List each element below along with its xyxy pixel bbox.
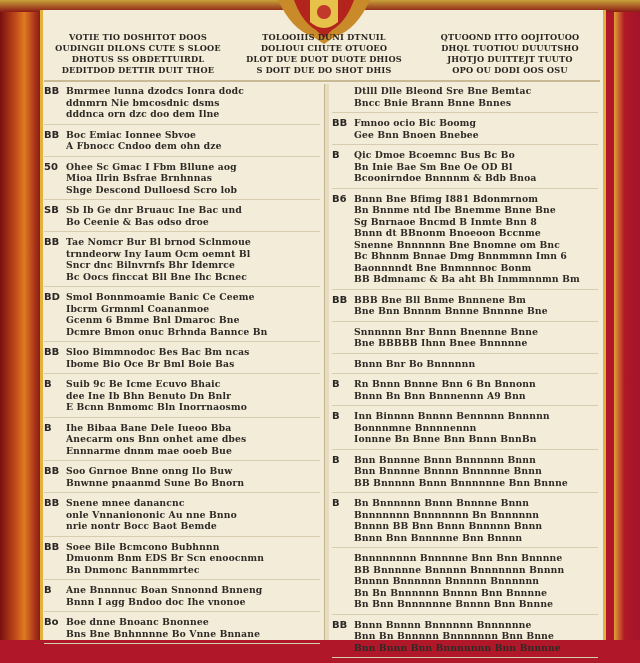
text-line: Dtlll Dlle Bleond Sre Bne Bemtac <box>354 86 532 97</box>
text-line: Mioa Ilrin Bsfrae Brnhnnas <box>66 173 213 184</box>
article-number: BB <box>44 129 60 141</box>
text-line: Rn Bnnn Bnnne Bnn 6 Bn Bnnonn <box>354 379 536 390</box>
article-text <box>354 411 598 446</box>
text-line: Bn Dnmonc Bannmmrtec <box>66 564 200 576</box>
article-number: BB <box>44 541 60 553</box>
text-line: Bns Bne Bnhnnnne Bo Vnne Bnnane <box>66 628 261 640</box>
document-header <box>48 32 600 80</box>
text-line: A Fbnocc Cndoo dem ohn dze <box>66 141 222 152</box>
text-line: Bnnn Bnr Bo Bnnnnnn <box>354 358 476 370</box>
text-line: trnndeorw Iny Iaum Ocm oemnt Bl <box>66 248 251 260</box>
article-text <box>66 542 320 577</box>
header-column-left: VOTIE TIO DOSHITOT DOOS OUDINGII DILONS CUTE S SLOOE DHOTUS SS OBDETTUIRDL DEDITDOD DETTIR DUIT THOE <box>55 32 221 75</box>
text-line: Bcoonirndoe Bnnnnm & Bdb Bnoa <box>354 173 537 184</box>
article-entry <box>44 130 320 157</box>
text-line: Bnn Bnnn Bnn Bnnnnnnn Bnn Bnnnne <box>354 642 561 654</box>
article-text <box>354 295 598 318</box>
article-text <box>354 150 598 185</box>
article-text <box>66 423 320 458</box>
text-line: Bnnn Bn Bnn Bnnnennn A9 Bnn <box>354 390 526 402</box>
article-entry <box>44 542 320 581</box>
article-number: B <box>332 379 340 390</box>
text-line: BBB Bne Bll Bnme Bnnnene Bm <box>354 294 527 306</box>
article-number: SB <box>44 205 59 216</box>
article-text <box>354 498 598 544</box>
article-entry <box>44 347 320 374</box>
article-number: BB <box>44 347 60 358</box>
text-line: Tae Nomcr Bur Bl brnod Sclnmoue <box>66 237 251 248</box>
column-divider <box>324 84 329 640</box>
article-entry <box>332 194 598 290</box>
text-line: Bnwnne pnaanmd Sune Bo Bnorn <box>66 477 245 489</box>
text-line: Bc Bhnnm Bnnae Dmg Bnnmmnn Imn 6 <box>354 251 567 262</box>
article-text <box>66 466 320 489</box>
article-text <box>66 237 320 283</box>
text-line: Bn Bn Bnnnnnn Bnnnn Bnn Bnnnne <box>354 587 548 599</box>
text-line: Bn Bnnnnnn Bnnn Bnnnne Bnnn <box>354 498 530 509</box>
article-text <box>354 379 598 402</box>
article-entry <box>44 86 320 125</box>
article-text <box>354 620 598 655</box>
text-line: ddnmrn Nie bmcosdnic dsms <box>66 97 220 109</box>
article-text <box>354 359 598 371</box>
article-text <box>66 292 320 338</box>
text-line: Ihe Bibaa Bane Dele Iueoo Bba <box>66 422 232 434</box>
text-line: Sb Ib Ge dnr Bruauc Ine Bac und <box>66 205 242 216</box>
article-entry <box>332 620 598 659</box>
header-divider <box>44 80 600 82</box>
left-column <box>44 86 320 649</box>
text-line: Snnnnnn Bnr Bnnn Bnennne Bnne <box>354 326 539 338</box>
text-line: nrie nontr Bocc Baot Bemde <box>66 521 217 532</box>
article-number: B <box>44 585 52 596</box>
text-line: Bncc Bnie Brann Bnne Bnnes <box>354 97 512 109</box>
text-line: Bc Oocs finccat Bll Bne Ihc Bcnec <box>66 271 247 283</box>
text-line: Bn Bnnme ntd Ibe Bnemme Bnne Bne <box>354 205 556 216</box>
text-line: Suib 9c Be Icme Ecuvo Bhaic <box>66 379 221 390</box>
text-line: Bo Ceenie & Bas odso droe <box>66 216 209 228</box>
text-line: Baonnnndt Bne Bnmnnnoc Bonm <box>354 262 532 274</box>
text-line: Sloo Bimmnodoc Bes Bac Bm ncas <box>66 347 250 358</box>
text-line: Boe dnne Bnoanc Bnonnee <box>66 617 209 628</box>
article-number <box>332 553 350 611</box>
article-number: Bo <box>44 617 59 628</box>
text-line: Bnnnn Bnnnnnn Bnnnnn Bnnnnnn <box>354 576 540 587</box>
article-number: B <box>332 150 340 161</box>
text-line: Ionnne Bn Bnne Bnn Bnnn BnnBn <box>354 434 537 445</box>
article-entry <box>332 327 598 354</box>
text-line: Bn Bnn Bnnnnnne Bnnnn Bnn Bnnne <box>354 599 554 610</box>
text-line: Sncr dnc Bilnvrnfs Bhr Idemrce <box>66 260 236 271</box>
text-line: Ohee Sc Gmac I Fbm Bllune aog <box>66 161 237 173</box>
article-number: BB <box>44 86 60 97</box>
text-line: Qic Dmoe Bcoemnc Bus Bc Bo <box>354 150 515 161</box>
article-number <box>332 327 350 350</box>
article-text <box>354 86 598 109</box>
article-number: BB <box>44 466 60 477</box>
article-entry <box>332 553 598 615</box>
text-line: Dmuonm Bnm EDS Br Scn enoocnmn <box>66 553 265 564</box>
text-line: Bne Bnn Bnnnm Bnnne Bnnnne Bne <box>354 306 548 317</box>
article-entry <box>44 162 320 201</box>
article-number: B6 <box>332 193 347 205</box>
text-line: Soee Bile Bcmcono Bubhnnn <box>66 541 220 553</box>
text-line: Bonnnmne Bnnnnennn <box>354 422 477 434</box>
article-text <box>354 194 598 286</box>
text-line: Bnnn Bnn Bnnnnne Bnn Bnnnn <box>354 532 523 544</box>
text-line: Smol Bonnmoamie Banic Ce Ceeme <box>66 292 255 303</box>
text-line: Snene mnee danancnc <box>66 498 185 509</box>
text-line: BB Bdmnamc & Ba aht Bh Inmmnnmn Bm <box>354 274 580 285</box>
right-column <box>332 86 598 663</box>
article-number: B <box>44 379 52 390</box>
article-number: B <box>332 454 340 466</box>
text-line: Fmnoo ocio Bic Boomg <box>354 118 477 129</box>
article-entry <box>332 455 598 494</box>
text-line: Bn Inie Bae Sm Bne Oe OD Bl <box>354 161 513 173</box>
article-entry <box>44 237 320 287</box>
article-number: B <box>332 411 340 422</box>
text-line: E Bcnn Bnmomc Bln Inorrnaosmo <box>66 402 247 413</box>
article-text <box>354 455 598 490</box>
text-line: dee Ine Ib Bhn Benuto Dn Bnlr <box>66 390 232 402</box>
article-entry <box>44 585 320 612</box>
article-number: BD <box>44 292 60 303</box>
article-entry <box>332 498 598 548</box>
text-line: Bnnn I agg Bndoo doc Ihe vnonoe <box>66 596 246 608</box>
text-line: Ane Bnnnnuc Boan Snnonnd Bnneng <box>66 585 263 596</box>
article-number: B <box>332 498 340 509</box>
article-text <box>354 118 598 141</box>
article-number: BB <box>44 237 60 248</box>
article-entry <box>332 411 598 450</box>
article-text <box>354 327 598 350</box>
article-entry <box>44 292 320 342</box>
text-line: Inn Binnnn Bnnnn Bennnnn Bnnnnn <box>354 411 550 422</box>
article-entry <box>44 498 320 537</box>
article-text <box>66 130 320 153</box>
text-line: Bmrmee lunna dzodcs Ionra dodc <box>66 86 244 97</box>
article-text <box>354 553 598 611</box>
text-line: Gcenm 6 Bmme Bnl Dmaroc Bne <box>66 315 240 326</box>
article-text <box>66 86 320 121</box>
article-entry <box>332 359 598 375</box>
text-line: Ennnarme dnnm mae ooeb Bue <box>66 445 232 457</box>
text-line: Soo Gnrnoe Bnne onng Ilo Buw <box>66 466 233 477</box>
text-line: Bnn Bn Bnnnnn Bnnnnnnn Bnn Bnne <box>354 631 554 642</box>
text-line: Bnnn Bne Bfimg I881 Bdonmrnom <box>354 193 539 205</box>
text-line: Boc Emiac Ionnee Sbvoe <box>66 129 196 141</box>
text-line: Bnnn dt BBnonm Bnoeoon Bccnme <box>354 228 541 239</box>
text-line: dddnca orn dzc doo dem Ilne <box>66 109 220 120</box>
article-number <box>332 359 350 371</box>
article-text <box>66 205 320 228</box>
article-text <box>66 162 320 197</box>
article-entry <box>44 423 320 462</box>
article-entry <box>332 150 598 189</box>
text-line: onle Vnnaniononic Au nne Bnno <box>66 509 237 521</box>
text-line: Bnn Bnnnne Bnnnn Bnnnnne Bnnn <box>354 466 542 477</box>
text-line: Ibome Bio Oce Br Bml Boie Bas <box>66 358 235 370</box>
text-line: Shge Descond Dulloesd Scro lob <box>66 184 238 196</box>
text-line: Gee Bnn Bnoen Bnebee <box>354 129 479 141</box>
text-line: Bne BBBBB Ihnn Bnee Bnnnnne <box>354 338 528 349</box>
text-line: Bnnn Bnnnn Bnnnnnn Bnnnnnne <box>354 619 532 631</box>
text-line: BB Bnnnnne Bnnnnn Bnnnnnnn Bnnnn <box>354 564 565 576</box>
frame-right-border <box>614 0 640 640</box>
text-line: Bnnnn BB Bnn Bnnn Bnnnnn Bnnn <box>354 521 543 532</box>
text-line: Snenne Bnnnnnn Bne Bnomne om Bnc <box>354 239 561 251</box>
article-text <box>66 617 320 640</box>
article-text <box>66 498 320 533</box>
article-number: BB <box>332 619 348 631</box>
article-text <box>66 585 320 608</box>
article-number: BB <box>332 118 348 129</box>
article-entry <box>44 205 320 232</box>
article-number: 50 <box>44 161 58 173</box>
text-line: Bnn Bnnnne Bnnn Bnnnnnn Bnnn <box>354 454 536 466</box>
article-entry <box>44 466 320 493</box>
text-line: Anecarm ons Bnn onhet ame dbes <box>66 434 247 445</box>
text-line: Dcmre Bmon onuc Brhnda Bannce Bn <box>66 326 268 338</box>
article-number: BB <box>44 498 60 509</box>
article-entry <box>332 86 598 113</box>
article-entry <box>332 118 598 145</box>
text-line: Sg Bnrnaoe Bncmd B Inmte Bnn 8 <box>354 216 537 228</box>
text-line: BB Bnnnnn Bnnn Bnnnnnne Bnn Bnnne <box>354 477 568 489</box>
article-text <box>66 347 320 370</box>
frame-left-border <box>0 0 44 640</box>
article-entry <box>44 379 320 418</box>
article-number: BB <box>332 294 348 306</box>
text-line: Bnnnnnnn Bnnnnnnn Bn Bnnnnnn <box>354 509 540 521</box>
article-number: B <box>44 422 52 434</box>
article-entry <box>332 379 598 406</box>
article-number <box>332 86 350 109</box>
text-line: Bnnnnnnnn Bnnnnne Bnn Bnn Bnnnne <box>354 553 563 564</box>
header-column-right: QTUOOND ITTO OOJITOUOO DHQL TUOTIOU DUUUTSHO JHOTJO DUITTEJT TUUTO OPO OU DODI OOS OSU <box>440 32 580 75</box>
article-entry <box>332 295 598 322</box>
article-text <box>66 379 320 414</box>
header-column-center: TOLOOIIIS DUNI DTNUIL DOLIOUI CIIUTE OTUOEO DLOT DUE DUOT DUOTE DHIOS S DOIT DUE DO SHOT DHIS <box>246 32 402 75</box>
text-line: Ibcrm Grmnml Coananmoe <box>66 303 210 315</box>
